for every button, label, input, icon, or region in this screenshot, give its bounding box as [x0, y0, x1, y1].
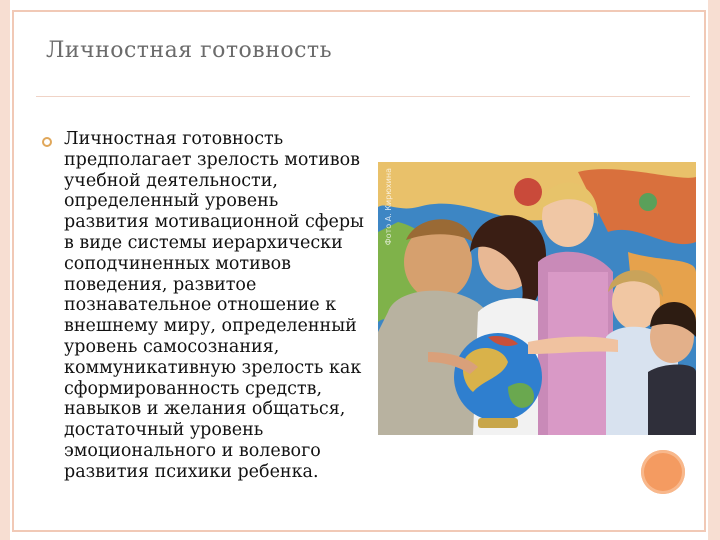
- children-globe-photo: [378, 162, 696, 435]
- right-border-strip: [708, 0, 720, 540]
- title-divider: [36, 96, 690, 97]
- body-text: Личностная готовность предполагает зрелость мотивов учебной деятельности, определенный уровень развития мотивационной сферы в виде системы иерархически соподчиненных мотивов поведения, развитое познавательное отношение к внешнему миру, определенный уровень самосознания, коммуникативную зрелость как сформированность средств, навыков и желания общаться, достаточный уровень эмоционального и волевого развития психики ребенка.: [64, 129, 364, 482]
- slide-title: Личностная готовность: [46, 38, 333, 63]
- photo-credit: Фото А. Кирюхина: [384, 168, 393, 246]
- left-border-strip: [0, 0, 10, 540]
- bullet-icon: [42, 137, 52, 147]
- decorative-circle: [641, 450, 685, 494]
